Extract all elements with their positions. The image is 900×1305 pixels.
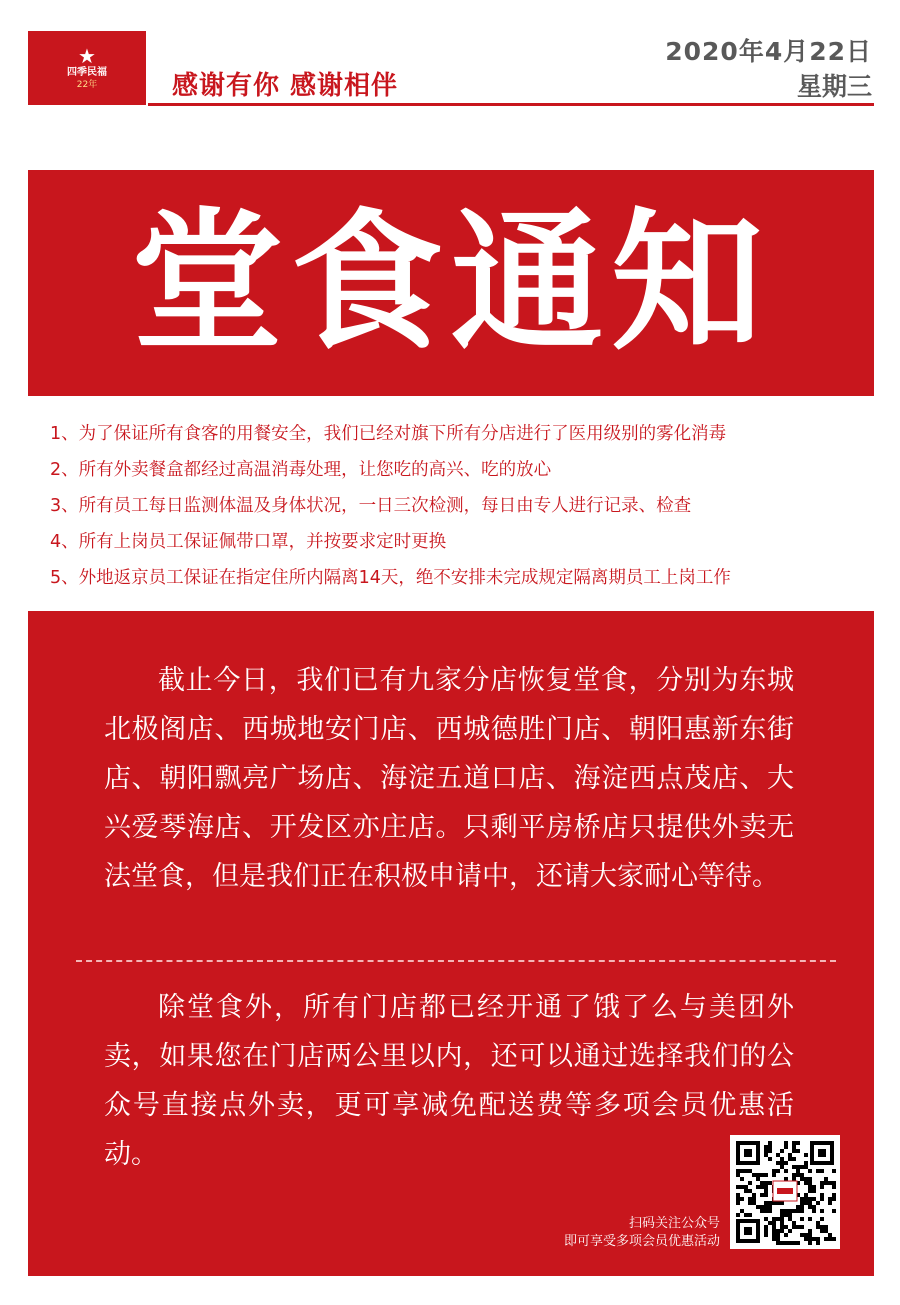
qr-code-icon[interactable] bbox=[730, 1135, 840, 1249]
qr-caption bbox=[564, 1215, 720, 1251]
delivery-paragraph: 除堂食外，所有门店都已经开通了饿了么与美团外卖，如果您在门店两公里以内，还可以通过选择我们的公众号直接点外卖，更可享减免配送费等多项会员优惠活动。 bbox=[104, 992, 794, 1170]
notice-list bbox=[50, 416, 731, 596]
qr-caption-line-1: 扫码关注公众号 bbox=[628, 1216, 720, 1231]
notice-item-1: 1、为了保证所有食客的用餐安全，我们已经对旗下所有分店进行了医用级别的雾化消毒 bbox=[50, 424, 727, 444]
announcement-panel bbox=[28, 611, 874, 1276]
header-divider bbox=[148, 103, 874, 106]
notice-item-2: 2、所有外卖餐盒都经过高温消毒处理，让您吃的高兴、吃的放心 bbox=[50, 460, 552, 480]
header-date: 2020年4月22日 bbox=[665, 37, 872, 66]
notice-item-3: 3、所有员工每日监测体温及身体状况，一日三次检测，每日由专人进行记录、检查 bbox=[50, 496, 692, 516]
reopening-paragraph: 截止今日，我们已有九家分店恢复堂食，分别为东城北极阁店、西城地安门店、西城德胜门店、朝阳惠新东街店、朝阳飘亮广场店、海淀五道口店、海淀西点茂店、大兴爱琴海店、开发区亦庄店。只剩平房桥店只提供外卖无法堂食，但是我们正在积极申请中，还请大家耐心等待。 bbox=[104, 665, 794, 892]
header-tagline: 感谢有你 感谢相伴 bbox=[172, 71, 399, 101]
logo-badge-text: 22年 bbox=[76, 79, 98, 90]
star-icon: ★ bbox=[78, 43, 96, 68]
logo-brand-text: 四季民福 bbox=[67, 66, 107, 78]
notice-item-4: 4、所有上岗员工保证佩带口罩，并按要求定时更换 bbox=[50, 532, 447, 552]
brand-logo bbox=[28, 31, 146, 105]
title-banner bbox=[28, 170, 874, 396]
notice-item-5: 5、外地返京员工保证在指定住所内隔离14天，绝不安排未完成规定隔离期员工上岗工作 bbox=[50, 568, 731, 588]
page-title: 堂食通知 bbox=[131, 194, 771, 371]
dashed-divider bbox=[76, 960, 836, 962]
qr-caption-line-2: 即可享受多项会员优惠活动 bbox=[563, 1234, 720, 1249]
header-weekday: 星期三 bbox=[796, 72, 872, 101]
